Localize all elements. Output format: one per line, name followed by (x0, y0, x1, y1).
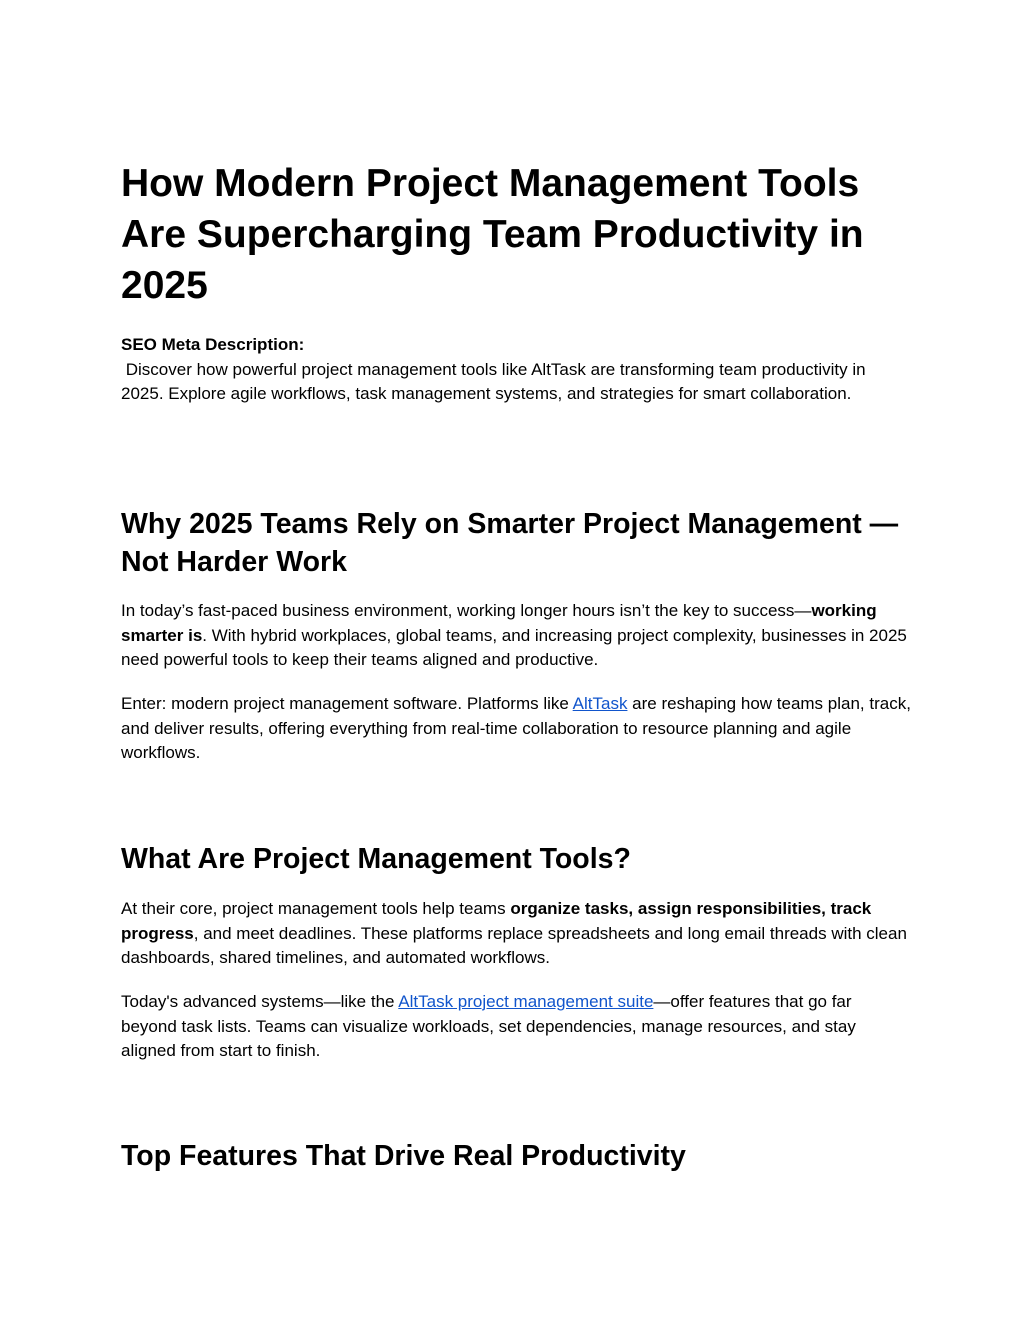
section-heading-what-are-tools: What Are Project Management Tools? (121, 843, 631, 875)
paragraph-what-1 (121, 897, 911, 971)
paragraph-bold-text: working smarter is (121, 601, 877, 645)
paragraph-text: In today’s fast-paced business environment, working longer hours isn’t the key to success— (121, 601, 812, 620)
document-title: How Modern Project Management Tools Are Supercharging Team Productivity in 2025 (121, 162, 864, 307)
alttask-suite-link[interactable]: AltTask project management suite (398, 992, 654, 1011)
paragraph-text: Enter: modern project management software. Platforms like (121, 694, 573, 713)
meta-text: Discover how powerful project management tools like AltTask are transforming team productivity in 2025. Explore agile workflows, task management systems, and strategies for smart collaboration. (121, 359, 871, 403)
section-heading-why-2025: Why 2025 Teams Rely on Smarter Project Management — Not Harder Work (121, 508, 899, 578)
paragraph-text: . With hybrid workplaces, global teams, and increasing project complexity, businesses in 2025 need powerful tools to keep their teams aligned and productive. (121, 625, 907, 669)
section-heading-top-features: Top Features That Drive Real Productivity (121, 1140, 686, 1172)
paragraph-bold-text: organize tasks, assign responsibilities, track progress (121, 899, 872, 943)
paragraph-why-2 (121, 692, 911, 766)
paragraph-text: are reshaping how teams plan, track, and deliver results, offering everything from real-time collaboration to resource planning and agile workflows. (121, 694, 911, 762)
paragraph-text: —offer features that go far beyond task lists. Teams can visualize workloads, set dependencies, manage resources, and stay aligned from start to finish. (121, 992, 856, 1060)
paragraph-why-1 (121, 599, 911, 673)
paragraph-text: Today's advanced systems—like the (121, 992, 399, 1011)
paragraph-what-2 (121, 990, 911, 1064)
paragraph-text: , and meet deadlines. These platforms replace spreadsheets and long email threads with clean dashboards, shared timelines, and automated workflows. (121, 923, 907, 967)
meta-label: SEO Meta Description: (121, 335, 305, 354)
seo-meta-description (121, 333, 901, 407)
paragraph-text: At their core, project management tools help teams (121, 899, 511, 918)
alttask-link[interactable]: AltTask (572, 694, 628, 713)
